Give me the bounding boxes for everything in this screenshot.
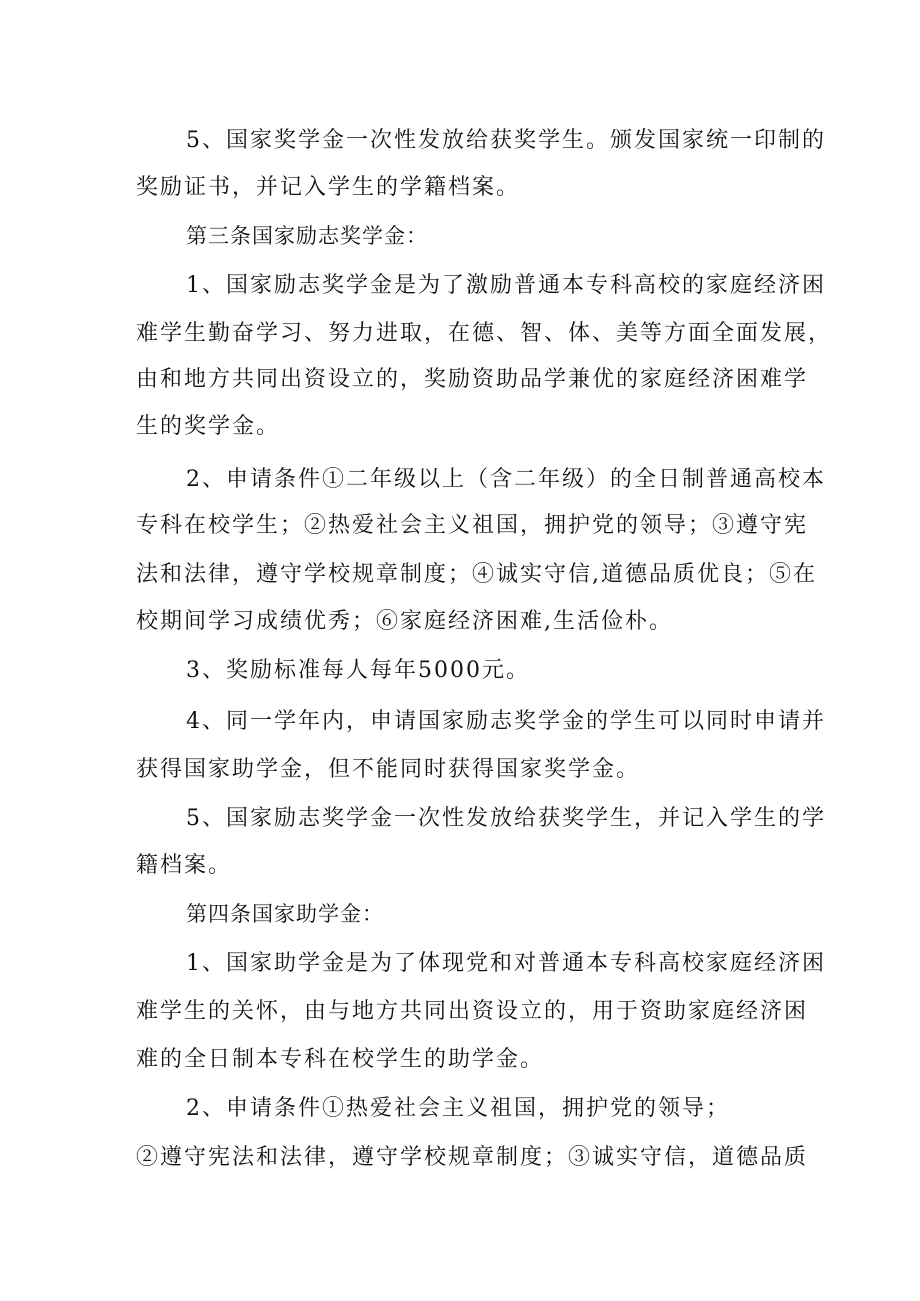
text-line: 奖励证书，并记入学生的学籍档案。 <box>136 175 521 200</box>
text-line: 法和法律，遵守学校规章制度；④诚实守信,道德品质优良；⑤在 <box>136 562 817 587</box>
text-line: 5、国家励志奖学金一次性发放给获奖学生，并记入学生的学 <box>186 806 826 831</box>
text-line: 专科在校学生；②热爱社会主义祖国，拥护党的领导；③遵守宪 <box>136 513 809 538</box>
text-line: ②遵守宪法和法律，遵守学校规章制度；③诚实守信，道德品质 <box>136 1145 809 1170</box>
text-line: 2、申请条件①二年级以上（含二年级）的全日制普通高校本 <box>186 467 826 492</box>
text-line: 2、申请条件①热爱社会主义祖国，拥护党的领导； <box>186 1096 730 1121</box>
text-line: 由和地方共同出资设立的，奖励资助品学兼优的家庭经济困难学 <box>136 367 809 392</box>
section-heading: 第四条国家助学金： <box>186 902 384 926</box>
text-line: 难学生的关怀，由与地方共同出资设立的，用于资助家庭经济困 <box>136 999 809 1024</box>
text-line: 籍档案。 <box>136 853 233 878</box>
text-line: 难的全日制本专科在校学生的助学金。 <box>136 1047 545 1072</box>
text-line: 4、同一学年内，申请国家励志奖学金的学生可以同时申请并 <box>186 709 826 734</box>
text-line: 1、国家励志奖学金是为了激励普通本专科高校的家庭经济困 <box>186 273 826 298</box>
text-line: 难学生勤奋学习、努力进取，在德、智、体、美等方面全面发展， <box>136 321 833 346</box>
text-line: 5、国家奖学金一次性发放给获奖学生。颁发国家统一印制的 <box>186 128 826 153</box>
text-line: 获得国家助学金，但不能同时获得国家奖学金。 <box>136 757 641 782</box>
text-line: 生的奖学金。 <box>136 414 281 439</box>
text-line: 3、奖励标准每人每年5000元。 <box>186 658 530 683</box>
text-line: 校期间学习成绩优秀；⑥家庭经济困难,生活俭朴。 <box>136 609 673 634</box>
text-line: 1、国家助学金是为了体现党和对普通本专科高校家庭经济困 <box>186 951 826 976</box>
section-heading: 第三条国家励志奖学金： <box>186 224 428 248</box>
